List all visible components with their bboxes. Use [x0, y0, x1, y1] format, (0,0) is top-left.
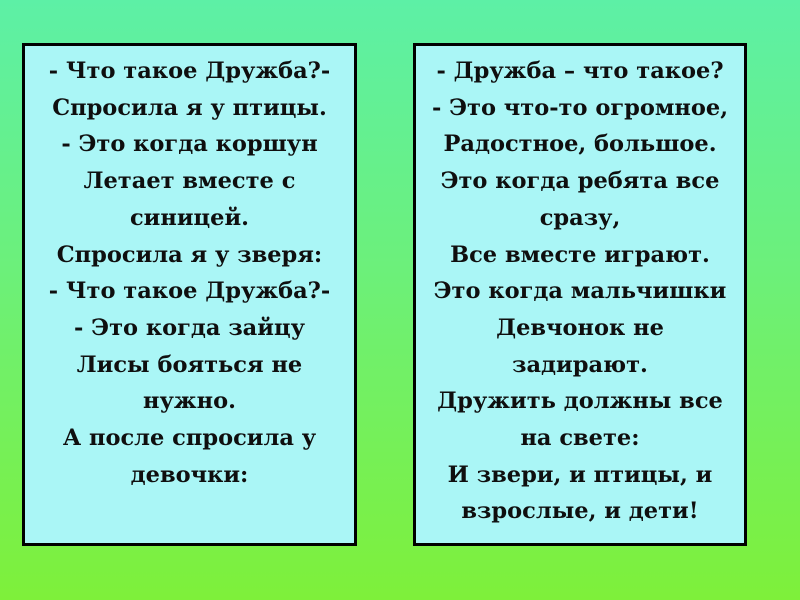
poem-line: Лисы бояться не — [76, 351, 303, 378]
poem-line: - Это когда зайцу — [74, 314, 305, 341]
poem-line: сразу, — [539, 204, 621, 231]
poem-line: нужно. — [143, 388, 236, 415]
right-poem-card — [413, 43, 747, 546]
poem-line: синицей. — [129, 204, 249, 231]
poem-line: Летает вместе с — [83, 168, 296, 195]
poem-line: - Что такое Дружба?- — [48, 278, 331, 305]
poem-line: на свете: — [520, 425, 640, 452]
poem-line: девочки: — [130, 461, 249, 488]
poem-line: Все вместе играют. — [450, 241, 710, 268]
poem-line: Девчонок не — [496, 314, 664, 341]
poem-line: - Что такое Дружба?- — [48, 58, 331, 84]
poem-line: Спросила я у птицы. — [52, 94, 327, 121]
poem-line: Дружить должны все — [437, 388, 723, 415]
poem-line: взрослые, и дети! — [461, 498, 699, 525]
poem-line: А после спросила у — [62, 425, 317, 452]
poem-line: задирают. — [512, 351, 648, 378]
poem-line: - Это когда коршун — [61, 131, 318, 158]
poem-line: Спросила я у зверя: — [56, 241, 323, 268]
poem-line: И звери, и птицы, и — [447, 461, 713, 488]
poem-line: Это когда ребята все — [440, 168, 720, 195]
poem-line: - Дружба – что такое? — [436, 58, 724, 84]
poem-line: - Это что-то огромное, — [431, 94, 729, 121]
poem-line: Радостное, большое. — [443, 131, 717, 158]
left-poem-card — [22, 43, 357, 546]
poem-line: Это когда мальчишки — [433, 278, 727, 305]
